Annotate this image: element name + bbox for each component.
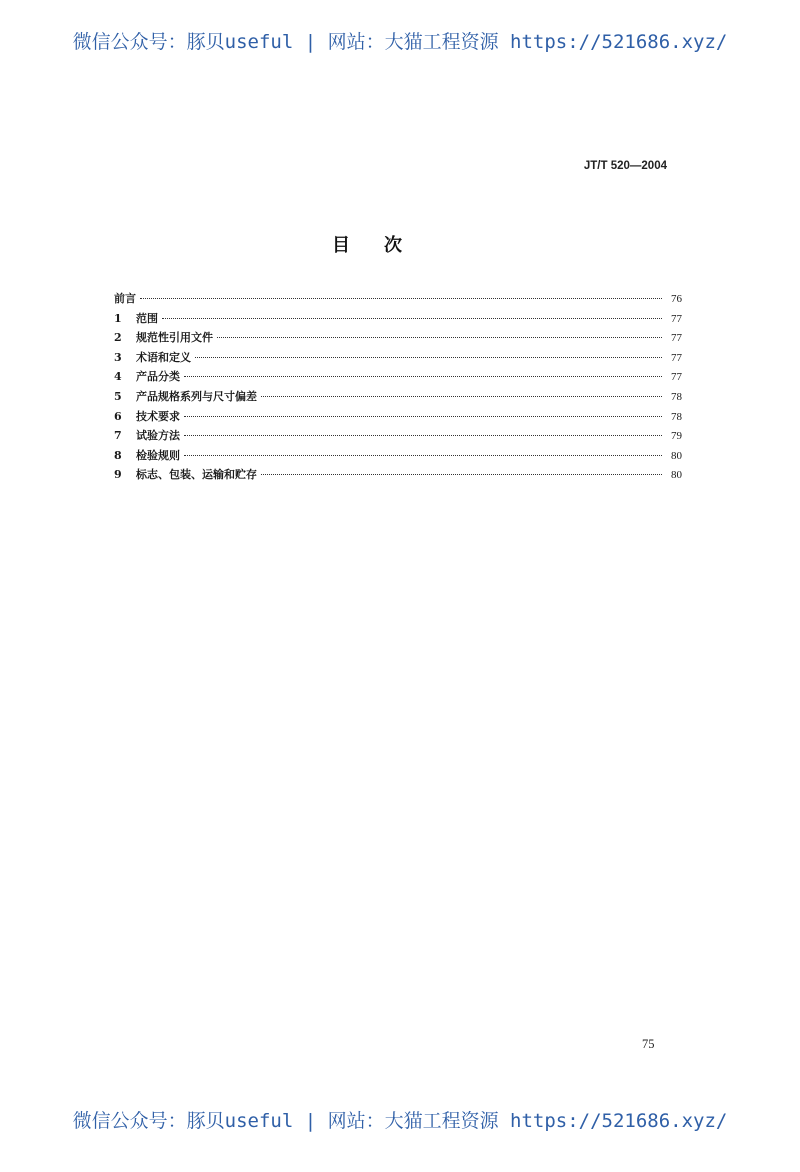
toc-entry-specifications-deviations[interactable] — [114, 388, 682, 408]
toc-leader-dots — [195, 357, 662, 358]
toc-entry-page: 78 — [671, 390, 682, 403]
toc-entry-label: 前言 — [114, 292, 136, 305]
toc-leader-dots — [261, 396, 662, 397]
toc-leader-dots — [217, 337, 662, 338]
toc-title: 目次 — [332, 235, 436, 256]
toc-entry-page: 77 — [671, 332, 682, 345]
watermark-bottom: 微信公众号：豚贝useful | 网站：大猫工程资源 https://521686.xyz/ — [72, 1110, 728, 1132]
toc-entry-scope[interactable] — [114, 310, 682, 330]
toc-entry-page: 78 — [671, 410, 682, 423]
toc-entry-test-methods[interactable] — [114, 427, 682, 447]
toc-entry-number: 8 — [114, 448, 122, 462]
toc-entry-page: 80 — [671, 449, 682, 462]
toc-entry-page: 76 — [671, 293, 682, 305]
toc-entry-label: 产品分类 — [136, 370, 180, 384]
toc-entry-number: 7 — [114, 429, 122, 443]
watermark-top: 微信公众号：豚贝useful | 网站：大猫工程资源 https://521686.xyz/ — [72, 31, 728, 53]
toc-entry-page: 80 — [671, 469, 682, 482]
toc-entry-page: 77 — [671, 351, 682, 364]
toc-entry-terms-definitions[interactable] — [114, 349, 682, 369]
toc-entry-number: 4 — [114, 370, 122, 384]
toc-entry-label: 标志、包装、运输和贮存 — [136, 468, 257, 482]
toc-leader-dots — [162, 318, 662, 319]
toc-entry-page: 77 — [671, 312, 682, 325]
toc-entry-number: 2 — [114, 331, 122, 345]
toc-leader-dots — [184, 416, 662, 417]
toc-entry-label: 产品规格系列与尺寸偏差 — [136, 389, 257, 403]
toc-entry-inspection-rules[interactable] — [114, 447, 682, 467]
toc-entry-marking-packaging[interactable] — [114, 466, 682, 486]
toc-leader-dots — [184, 435, 662, 436]
toc-entry-number: 9 — [114, 468, 122, 482]
toc-entry-product-classification[interactable] — [114, 368, 682, 388]
toc-entry-label: 技术要求 — [136, 409, 180, 423]
toc-entry-foreword[interactable] — [114, 290, 682, 310]
toc-leader-dots — [140, 298, 662, 299]
toc-entry-page: 77 — [671, 371, 682, 384]
toc-leader-dots — [261, 474, 662, 475]
toc-entry-label: 范围 — [136, 311, 158, 325]
toc-leader-dots — [184, 376, 662, 377]
toc-entry-number: 3 — [114, 350, 122, 364]
toc-entry-normative-references[interactable] — [114, 329, 682, 349]
toc-entry-label: 规范性引用文件 — [136, 331, 213, 345]
toc-entry-number: 1 — [114, 311, 122, 325]
toc-entry-label: 试验方法 — [136, 429, 180, 443]
toc-entry-label: 术语和定义 — [136, 350, 191, 364]
table-of-contents — [114, 290, 682, 486]
toc-leader-dots — [184, 455, 662, 456]
toc-entry-label: 检验规则 — [136, 448, 180, 462]
page-number: 75 — [642, 1037, 655, 1051]
toc-entry-number: 5 — [114, 389, 122, 403]
toc-entry-page: 79 — [671, 430, 682, 443]
document-code: JT/T 520—2004 — [583, 160, 667, 172]
toc-entry-technical-requirements[interactable] — [114, 408, 682, 428]
toc-entry-number: 6 — [114, 409, 122, 423]
